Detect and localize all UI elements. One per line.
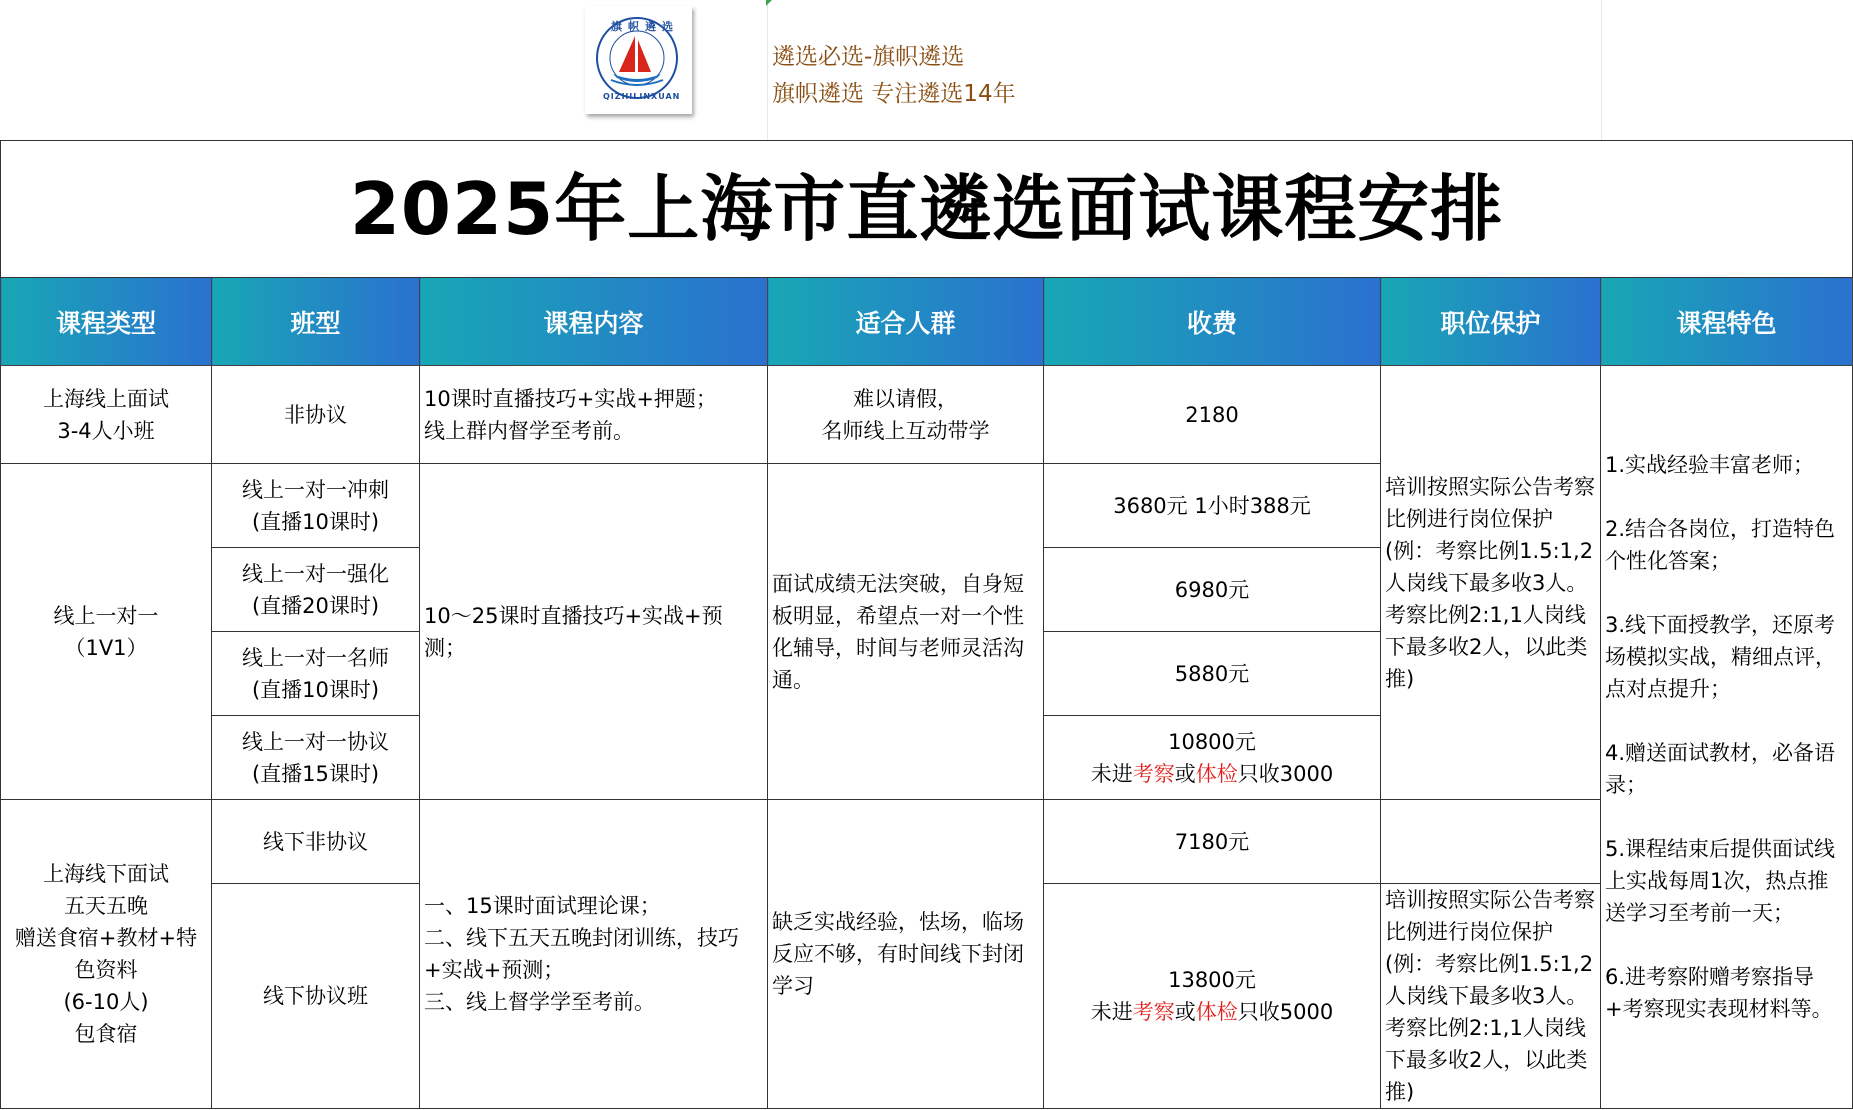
header-course-type: 课程类型 xyxy=(1,278,212,366)
cell-line: 线上一对一强化 xyxy=(242,561,389,586)
feature-item: 5.课程结束后提供面试线上实战每周1次，热点推送学习至考前一天； xyxy=(1605,837,1836,925)
table-row xyxy=(1,366,1853,464)
course-type-cell xyxy=(1,366,212,464)
content-cell: 10～25课时直播技巧+实战+预测； xyxy=(420,464,768,800)
class-type-cell xyxy=(212,464,420,548)
class-type-cell: 非协议 xyxy=(212,366,420,464)
table-row xyxy=(1,800,1853,884)
header-row xyxy=(1,278,1853,366)
cell-line: 难以请假， xyxy=(853,386,958,411)
cell-line: 色资料 xyxy=(74,958,138,982)
header-audience: 适合人群 xyxy=(768,278,1044,366)
page-title: 2025年上海市直遴选面试课程安排 xyxy=(1,141,1853,278)
cell-line: 10800元 xyxy=(1168,729,1256,754)
cell-line: (直播20课时) xyxy=(251,593,380,618)
cell-line: 10课时直播技巧+实战+押题； xyxy=(424,386,717,411)
cell-line: 上海线下面试 xyxy=(43,862,169,886)
audience-cell: 缺乏实战经验，怯场，临场反应不够，有时间线下封闭学习 xyxy=(768,800,1044,1109)
divider xyxy=(767,0,768,140)
cell-line: 上海线上面试 xyxy=(43,386,169,411)
protection-cell: 培训按照实际公告考察比例进行岗位保护(例：考察比例1.5:1,2人岗线下最多收3人。考察比例2:1,1人岗线下最多收2人，以此类推) xyxy=(1381,366,1601,800)
header-course-content: 课程内容 xyxy=(420,278,768,366)
cell-line: 赠送食宿+教材+特 xyxy=(14,926,198,950)
fee-cell: 5880元 xyxy=(1044,632,1381,716)
cell-line: 二、线下五天五晚封闭训练，技巧+实战+预测； xyxy=(424,926,739,982)
features-cell xyxy=(1601,366,1853,1109)
cell-line: 名师线上互动带学 xyxy=(821,418,990,443)
cell-line: （1V1） xyxy=(64,635,148,660)
cell-line: 一、15课时面试理论课； xyxy=(424,894,661,918)
fee-cell: 7180元 xyxy=(1044,800,1381,884)
fee-cell: 2180 xyxy=(1044,366,1381,464)
cell-line: (直播10课时) xyxy=(251,677,380,702)
fee-note: 未进考察或体检只收5000 xyxy=(1090,1000,1334,1024)
header-class-type: 班型 xyxy=(212,278,420,366)
logo-subtext: QIZHILINXUAN xyxy=(603,92,681,101)
logo xyxy=(585,6,692,114)
class-type-cell xyxy=(212,632,420,716)
cell-line: 13800元 xyxy=(1168,968,1256,992)
header-fee: 收费 xyxy=(1044,278,1381,366)
header-protection: 职位保护 xyxy=(1381,278,1601,366)
audience-cell: 面试成绩无法突破，自身短板明显，希望点一对一个性化辅导，时间与老师灵活沟通。 xyxy=(768,464,1044,800)
cell-line: (直播15课时) xyxy=(251,761,380,786)
fee-cell xyxy=(1044,716,1381,800)
cell-line: (直播10课时) xyxy=(251,509,380,534)
protection-cell: 培训按照实际公告考察比例进行岗位保护(例：考察比例1.5:1,2人岗线下最多收3人。考察比例2:1,1人岗线下最多收2人，以此类推) xyxy=(1381,884,1601,1109)
divider xyxy=(1601,0,1602,140)
class-type-cell xyxy=(212,548,420,632)
content-cell xyxy=(420,366,768,464)
cell-line: 五天五晚 xyxy=(64,894,148,918)
feature-item: 6.进考察附赠考察指导+考察现实表现材料等。 xyxy=(1605,965,1833,1021)
fee-cell xyxy=(1044,884,1381,1109)
slogan-line-1: 遴选必选-旗帜遴选 xyxy=(772,44,965,70)
cell-line: 线上一对一冲刺 xyxy=(242,477,389,502)
cell-marker xyxy=(766,0,772,6)
fee-cell: 6980元 xyxy=(1044,548,1381,632)
logo-text: 旗帜遴选 xyxy=(611,20,679,33)
slogan-line-2: 旗帜遴选 专注遴选14年 xyxy=(772,81,1016,107)
cell-line: 线上一对一 xyxy=(53,603,159,628)
fee-note: 未进考察或体检只收3000 xyxy=(1090,761,1334,786)
header-features: 课程特色 xyxy=(1601,278,1853,366)
cell-line: 线上一对一协议 xyxy=(242,729,389,754)
course-type-cell xyxy=(1,800,212,1109)
feature-item: 2.结合各岗位，打造特色个性化答案； xyxy=(1605,517,1836,573)
cell-line: 线上一对一名师 xyxy=(242,645,389,670)
course-type-cell xyxy=(1,464,212,800)
class-type-cell: 线下非协议 xyxy=(212,800,420,884)
content-cell xyxy=(420,800,768,1109)
cell-line: 线上群内督学至考前。 xyxy=(424,418,634,443)
top-banner xyxy=(0,0,1853,140)
cell-line: 三、线上督学学至考前。 xyxy=(424,990,655,1014)
cell-line: 包食宿 xyxy=(74,1022,138,1046)
fee-cell: 3680元 1小时388元 xyxy=(1044,464,1381,548)
audience-cell xyxy=(768,366,1044,464)
feature-item: 4.赠送面试教材，必备语录； xyxy=(1605,741,1836,797)
class-type-cell xyxy=(212,716,420,800)
feature-item: 3.线下面授教学，还原考场模拟实战，精细点评，点对点提升； xyxy=(1605,613,1836,701)
course-table xyxy=(0,140,1853,1109)
feature-item: 1.实战经验丰富老师； xyxy=(1605,453,1815,477)
class-type-cell: 线下协议班 xyxy=(212,884,420,1109)
cell-line: 3-4人小班 xyxy=(57,418,155,443)
cell-line: (6-10人) xyxy=(63,990,149,1014)
